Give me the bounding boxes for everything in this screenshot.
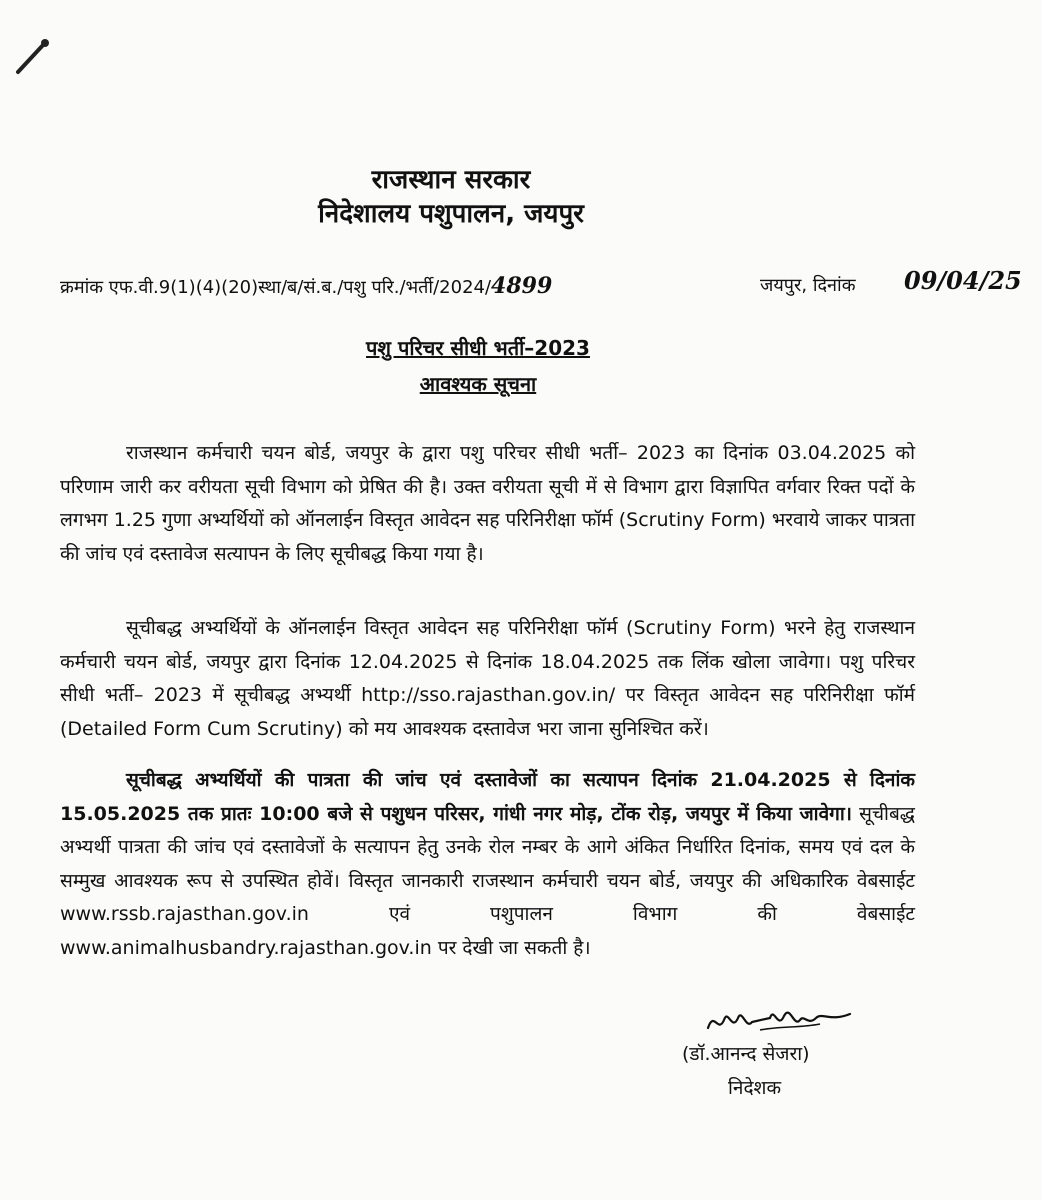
subject-notice: आवश्यक सूचना <box>419 372 537 396</box>
paragraph-3-text: सूचीबद्ध अभ्यर्थी पात्रता की जांच एवं दस्तावेजों के सत्यापन हेतु उनके रोल नम्बर के आगे अंकित निर्धारित दिनांक, समय एवं दल के सम्मुख आवश्यक रूप से उपस्थित होवें। विस्तृत जानकारी राजस्थान कर्मचारी चयन बोर्ड, जयपुर की अधिकारिक वेबसाईट www.rssb.rajasthan.gov.in एवं पशुपालन विभाग की वेबसाईट www.animalhusbandry.rajasthan.gov.in पर देखी जा सकती है। <box>60 802 915 959</box>
paragraph-3 <box>60 764 915 965</box>
handwritten-number: 4899 <box>491 273 553 299</box>
handwritten-date: 09/04/25 <box>904 266 1022 295</box>
paragraph-2-text: सूचीबद्ध अभ्यर्थियों के ऑनलाईन विस्तृत आवेदन सह परिनिरीक्षा फॉर्म (Scrutiny Form) भरने हेतु राजस्थान कर्मचारी चयन बोर्ड, जयपुर द्वारा दिनांक 12.04.2025 से दिनांक 18.04.2025 तक लिंक खोला जावेगा। पशु परिचर सीधी भर्ती– 2023 में सूचीबद्ध अभ्यर्थी http://sso.rajasthan.gov.in/ पर विस्तृत आवेदन सह परिनिरीक्षा फॉर्म (Detailed Form Cum Scrutiny) को मय आवश्यक दस्तावेज भरा जाना सुनिश्चित करें। <box>60 617 915 740</box>
reference-prefix: क्रमांक एफ.वी.9(1)(4)(20)स्था/ब/सं.ब./पशु परि./भर्ती/2024/ <box>60 277 492 298</box>
signatory-name: (डॉ.आनन्द सेजरा) <box>682 1043 810 1065</box>
department-heading: निदेशालय पशुपालन, जयपुर <box>318 199 584 229</box>
government-heading: राजस्थान सरकार <box>371 165 531 195</box>
handwritten-signature <box>700 1000 860 1040</box>
pin-mark-icon <box>14 36 54 76</box>
paragraph-1 <box>60 437 915 571</box>
place-date-label: जयपुर, दिनांक <box>760 275 856 296</box>
paragraph-2 <box>60 612 915 746</box>
reference-number <box>60 273 552 299</box>
subject-title: पशु परिचर सीधी भर्ती–2023 <box>366 336 590 360</box>
paragraph-1-text: राजस्थान कर्मचारी चयन बोर्ड, जयपुर के द्वारा पशु परिचर सीधी भर्ती– 2023 का दिनांक 03.04.2025 को परिणाम जारी कर वरीयता सूची विभाग को प्रेषित की है। उक्त वरीयता सूची में से विभाग द्वारा विज्ञापित वर्गवार रिक्त पदों के लगभग 1.25 गुणा अभ्यर्थियों को ऑनलाईन विस्तृत आवेदन सह परिनिरीक्षा फॉर्म (Scrutiny Form) भरवाये जाकर पात्रता की जांच एवं दस्तावेज सत्यापन के लिए सूचीबद्ध किया गया है। <box>60 442 915 565</box>
signatory-designation: निदेशक <box>728 1077 782 1099</box>
paragraph-3-bold-text: सूचीबद्ध अभ्यर्थियों की पात्रता की जांच एवं दस्तावेजों का सत्यापन दिनांक 21.04.2025 से दिनांक 15.05.2025 तक प्रातः 10:00 बजे से पशुधन परिसर, गांधी नगर मोड़, टोंक रोड़, जयपुर में किया जावेगा। <box>60 769 915 825</box>
